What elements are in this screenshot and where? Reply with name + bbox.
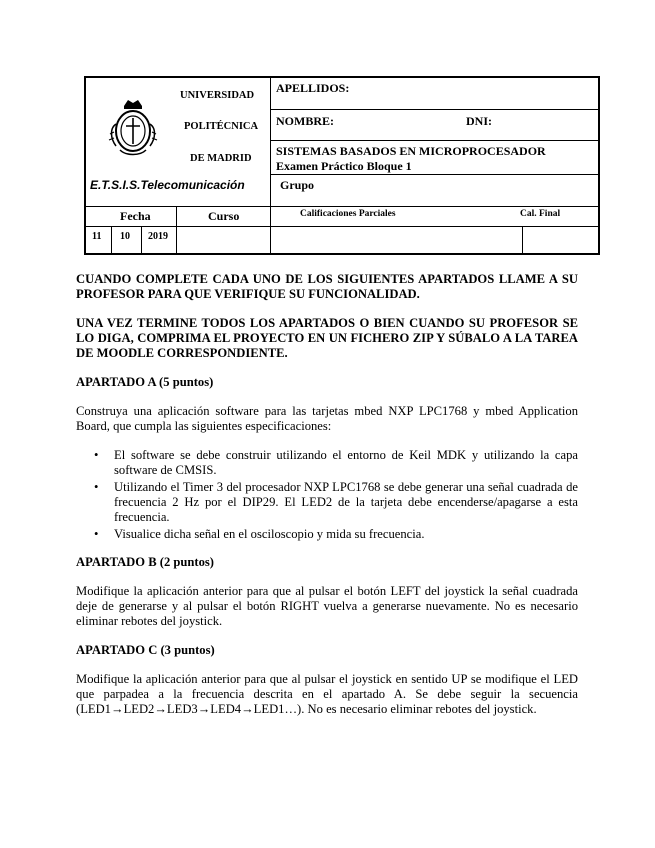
- divider: [522, 226, 523, 255]
- dni-label: DNI:: [466, 114, 492, 128]
- section-b-title: APARTADO B (2 puntos): [76, 555, 214, 569]
- list-item: [76, 527, 578, 542]
- university-name-line2: POLITÉCNICA: [184, 121, 259, 132]
- section-a-title: APARTADO A (5 puntos): [76, 375, 214, 389]
- divider: [141, 226, 142, 255]
- bullet-text: Visualice dicha señal en el osciloscopio y mida su frecuencia.: [114, 527, 425, 541]
- apellidos-label: APELLIDOS:: [276, 81, 350, 95]
- divider: [86, 206, 600, 207]
- bullet-icon: •: [94, 480, 99, 494]
- divider: [522, 253, 600, 255]
- bullet-text: Utilizando el Timer 3 del procesador NXP LPC1768 se debe generar una señal cuadrada de frecuencia 2 Hz por el DIP29. El LED2 de la tarjeta debe encenderse/apagarse a esta frecuencia.: [114, 480, 578, 524]
- section-b-text: Modifique la aplicación anterior para que al pulsar el botón LEFT del joystick la señal cuadrada deje de generarse y al pulsar el botón RIGHT vuelva a generarse nuevamente. No es necesario eliminar rebotes del joystick.: [76, 584, 578, 628]
- university-crest-logo: [106, 96, 160, 158]
- bullet-icon: •: [94, 448, 99, 462]
- section-a-intro: Construya una aplicación software para las tarjetas mbed NXP LPC1768 y mbed Application Board, que cumpla las siguientes especificaciones:: [76, 404, 578, 433]
- school-name: E.T.S.I.S.Telecomunicación: [90, 178, 245, 192]
- university-name-line1: UNIVERSIDAD: [180, 90, 255, 101]
- section-c-text: Modifique la aplicación anterior para que al pulsar el joystick en sentido UP se modifique el LED que parpadea a la frecuencia descrita en el apartado A. Se debe seguir la secuencia (LED1→LED2→LED3→LED4→LED1…). No es necesario eliminar rebotes del joystick.: [76, 672, 578, 716]
- instruction-paragraph-1: CUANDO COMPLETE CADA UNO DE LOS SIGUIENTES APARTADOS LLAME A SU PROFESOR PARA QUE VERIFIQUE SU FUNCIONALIDAD.: [76, 272, 578, 301]
- nombre-label: NOMBRE:: [276, 114, 334, 128]
- date-year: 2019: [148, 231, 168, 242]
- fecha-label: Fecha: [120, 209, 151, 223]
- cal-final-label: Cal. Final: [520, 209, 561, 219]
- divider: [270, 140, 600, 141]
- list-item: [76, 480, 578, 525]
- divider: [270, 78, 271, 206]
- grupo-label: Grupo: [280, 178, 315, 192]
- bullet-text: El software se debe construir utilizando el entorno de Keil MDK y utilizando la capa software de CMSIS.: [114, 448, 578, 477]
- subject-title: SISTEMAS BASADOS EN MICROPROCESADOR: [276, 144, 546, 158]
- curso-label: Curso: [208, 209, 240, 223]
- divider: [270, 206, 271, 255]
- instruction-paragraph-2: UNA VEZ TERMINE TODOS LOS APARTADOS O BIEN CUANDO SU PROFESOR SE LO DIGA, COMPRIMA EL PROYECTO EN UN FICHERO ZIP Y SÚBALO A LA TAREA DE MOODLE CORRESPONDIENTE.: [76, 316, 578, 360]
- list-item: [76, 448, 578, 478]
- divider: [176, 206, 177, 255]
- exam-header-table: [84, 76, 600, 255]
- exam-title: Examen Práctico Bloque 1: [276, 159, 412, 173]
- section-a-bullet-list: [76, 448, 578, 544]
- university-name-line3: DE MADRID: [190, 153, 252, 164]
- bullet-icon: •: [94, 527, 99, 541]
- section-c-title: APARTADO C (3 puntos): [76, 643, 215, 657]
- divider: [270, 174, 600, 175]
- divider: [270, 109, 600, 110]
- divider: [111, 226, 112, 255]
- date-month: 10: [120, 231, 130, 242]
- date-day: 11: [92, 231, 102, 242]
- calificaciones-label: Calificaciones Parciales: [300, 209, 396, 219]
